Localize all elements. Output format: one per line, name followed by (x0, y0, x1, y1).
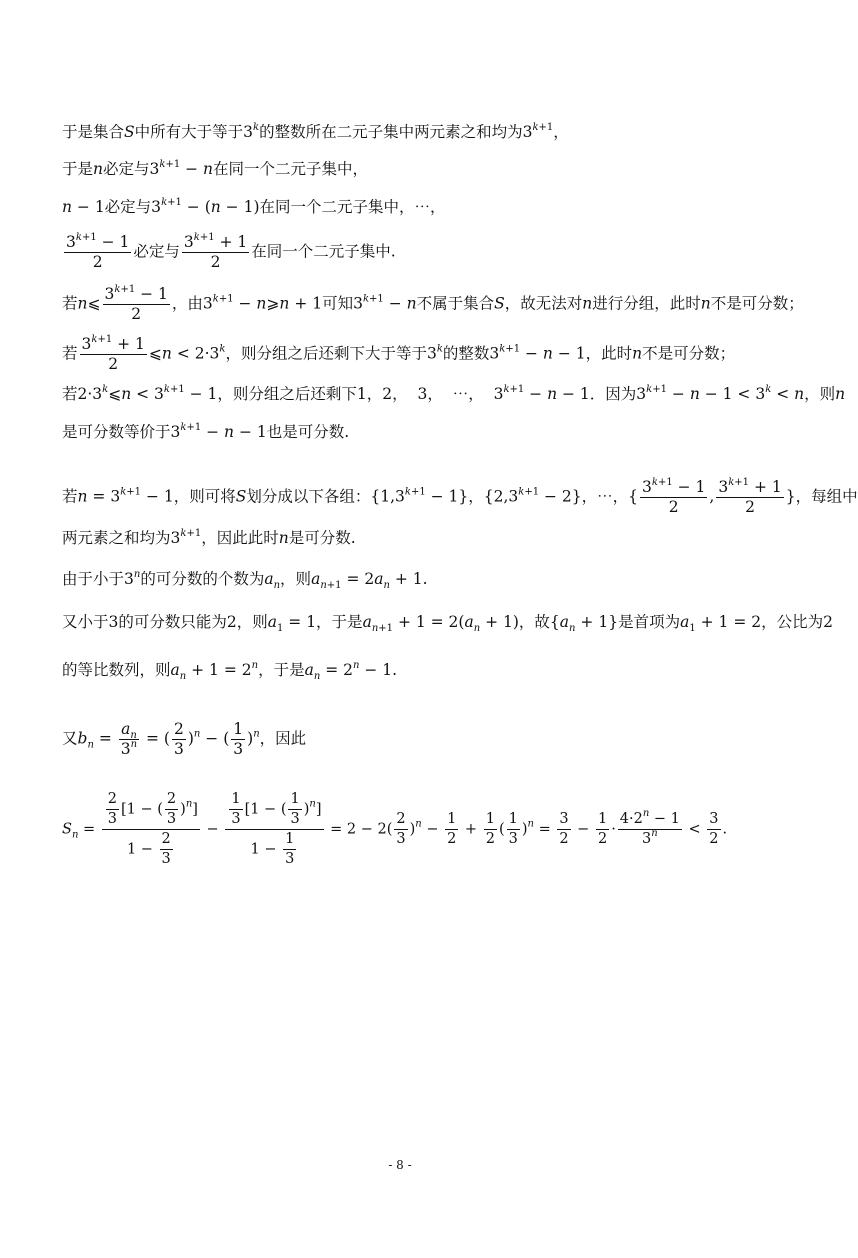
text-line-13: 的等比数列，则$a_n + 1 = 2^n$，于是$a_n = 2^n - 1$. (62, 660, 398, 682)
text-line-4: $\frac{3^{k+1} - 1}{2}$ 必定与 $\frac{3^{k+1} + 1}{2}$ 在同一个二元子集中. (66, 232, 396, 271)
text-line-9: 若$n = 3^{k+1} - 1$，则可将S划分成以下各组：$\{1,3^{k+1} - 1\}$，$\{2,3^{k+1} - 2\}$，⋯，{ $\frac{3^{k+1} - 1}{2}$ , $\frac{3^{k+1} + 1}{2}$ }，每组中 (62, 477, 858, 516)
text-line-11: 由于小于3$^n$的可分数的个数为$a_n$，则$a_{n+1} = 2a_n + 1$. (62, 569, 428, 591)
text-line-6: 若 $\frac{3^{k+1} + 1}{2}$ ⩽n < $2\cdot 3^k$，则分组之后还剩下大于等于3$^k$的整数$3^{k+1} - n - 1$，此时n不是可分数； (62, 334, 736, 373)
text-line-8: 是可分数等价于$3^{k+1} - n - 1$也是可分数. (62, 422, 350, 441)
page-number: - 8 - (388, 1158, 412, 1172)
text-line-7: 若$2\cdot 3^k⩽n < 3^{k+1} - 1$，则分组之后还剩下1，2， 3， ⋯， $3^{k+1} - n - 1$．因为$3^{k+1} - n - 1 < 3^k < n$，则n (62, 384, 846, 403)
text-line-2: 于是n必定与$3^{k+1} - n$在同一个二元子集中， (62, 159, 369, 178)
text-line-14: 又$b_n$ = $\frac{a_n}{3^n}$ = ( $\frac{2}{3}$ )$^n$ − ( $\frac{1}{3}$ )$^n$，因此 (62, 720, 307, 758)
text-line-15: $S_n$ = $\frac{2}{3}$ [1 − ( $\frac{2}{3}$ )$^n$] 1 − $\frac{2}{3}$ − $\frac{1}{3}$ [1 − ( $\frac{1}{3}$ )$^n$] 1 − $\frac{1}{3}$ = 2 − 2( $\frac{2}{3}$ )$^n$ − $\frac{1}{2}$ + $\frac{1}{2}$ ( $\frac{1}{3}$ )$^n$ = $\frac{3}{2}$ − $\frac{1}{2}$ · $\frac{4\cdot 2^n - 1}{3^n}$ < $\frac{3}{2}$ . (62, 791, 728, 867)
text-line-3: n − 1必定与$3^{k+1} - (n - 1)$在同一个二元子集中，⋯， (62, 197, 446, 216)
text-line-5: 若n⩽ $\frac{3^{k+1} - 1}{2}$ ，由$3^{k+1}$ − n⩾n + 1可知$3^{k+1} - n$不属于集合S，故无法对n进行分组，此时n不是可分数； (62, 284, 804, 323)
text-line-12: 又小于3的可分数只能为2，则$a_1 = 1$，于是$a_{n+1} + 1 = 2(a_n + 1)$，故$\{a_n + 1\}$是首项为$a_1 + 1 = 2$，公比为2 (62, 613, 833, 634)
text-line-1: 于是集合S中所有大于等于3$^k$的整数所在二元子集中两元素之和均为$3^{k+1}$， (62, 122, 569, 141)
text-line-10: 两元素之和均为$3^{k+1}$，因此此时n是可分数. (62, 528, 356, 547)
